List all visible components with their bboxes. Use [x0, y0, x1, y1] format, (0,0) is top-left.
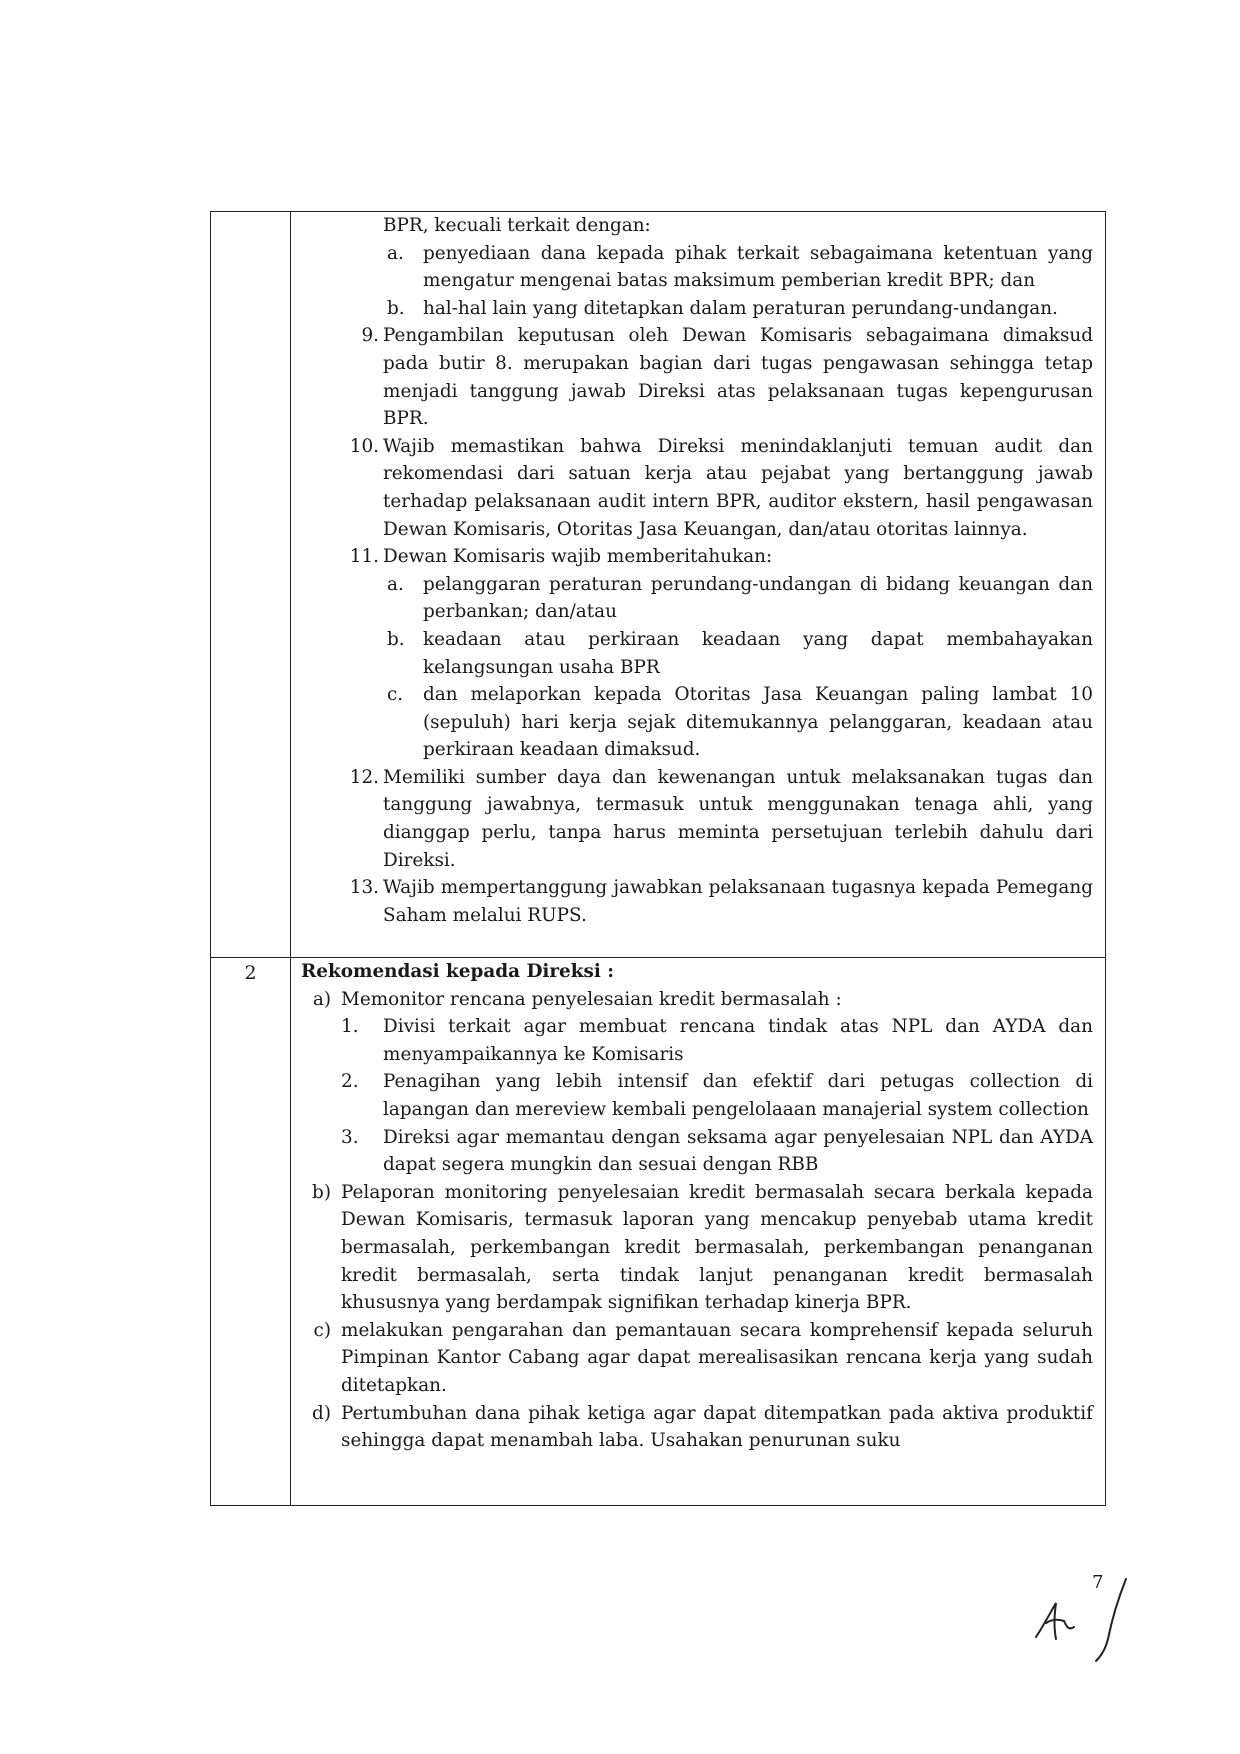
list-item — [301, 543, 1093, 571]
list-text: Wajib mempertanggung jawabkan pelaksanaan tugasnya kepada Pemegang Saham melalui RUPS. — [383, 877, 1093, 926]
list-item — [301, 322, 1093, 432]
list-text: keadaan atau perkiraan keadaan yang dapat membahayakan kelangsungan usaha BPR — [423, 628, 1093, 678]
list-marker: 3. — [341, 1126, 359, 1148]
list-text: Memiliki sumber daya dan kewenangan untuk melaksanakan tugas dan tanggung jawabnya, termasuk untuk menggunakan tenaga ahli, yang dianggap perlu, tanpa harus meminta persetujuan terlebih dahulu dari Direksi. — [383, 766, 1093, 871]
list-text: Direksi agar memantau dengan seksama agar penyelesaian NPL dan AYDA dapat segera mungkin dan sesuai dengan RBB — [383, 1126, 1093, 1176]
list-marker: a. — [387, 573, 404, 595]
list-text: dan melaporkan kepada Otoritas Jasa Keuangan paling lambat 10 (sepuluh) hari kerja sejak ditemukannya pelanggaran, keadaan atau perkiraan keadaan dimaksud. — [423, 684, 1093, 761]
list-item — [301, 240, 1093, 295]
list-text: Memonitor rencana penyelesaian kredit bermasalah : — [341, 988, 842, 1010]
intro-text: BPR, kecuali terkait dengan: — [383, 215, 651, 236]
document-table — [210, 211, 1106, 1506]
list-text: Dewan Komisaris wajib memberitahukan: — [383, 546, 773, 568]
list-text: Pertumbuhan dana pihak ketiga agar dapat ditempatkan pada aktiva produktif sehingga dapat menambah laba. Usahakan penurunan suku — [341, 1402, 1093, 1452]
list-item — [301, 571, 1093, 626]
list-text: hal-hal lain yang ditetapkan dalam peraturan perundang-undangan. — [423, 297, 1058, 319]
list-item — [301, 295, 1093, 323]
list-item — [301, 626, 1093, 681]
signature-initials — [1030, 1575, 1130, 1665]
list-item — [301, 986, 1093, 1014]
list-text: Wajib memastikan bahwa Direksi menindaklanjuti temuan audit dan rekomendasi dari satuan kerja atau pejabat yang bertanggung jawab terhadap pelaksanaan audit intern BPR, auditor ekstern, hasil pengawasan Dewan Komisaris, Otoritas Jasa Keuangan, dan/atau otoritas lainnya. — [383, 435, 1093, 540]
list-text: Divisi terkait agar membuat rencana tindak atas NPL dan AYDA dan menyampaikannya ke Komisaris — [383, 1016, 1093, 1065]
list-item — [301, 1124, 1093, 1179]
list-marker: b) — [312, 1181, 331, 1203]
list-marker: c. — [387, 684, 404, 706]
list-marker: b. — [387, 297, 405, 319]
list-marker: 13. — [349, 877, 379, 899]
list-marker: c) — [313, 1319, 331, 1341]
table-row — [211, 212, 1105, 957]
list-marker: 2. — [341, 1071, 359, 1093]
list-marker: 11. — [349, 546, 379, 568]
table-row — [211, 957, 1105, 1505]
list-marker: 12. — [349, 766, 379, 788]
list-item — [301, 1179, 1093, 1317]
list-item — [301, 1068, 1093, 1123]
list-item — [301, 764, 1093, 874]
list-marker: b. — [387, 628, 405, 650]
list-text: pelanggaran peraturan perundang-undangan di bidang keuangan dan perbankan; dan/atau — [423, 573, 1093, 623]
list-item — [301, 1317, 1093, 1400]
row-content-cell — [291, 212, 1105, 957]
list-marker: a) — [312, 988, 331, 1010]
list-item — [301, 433, 1093, 543]
page-number: 7 — [1092, 1572, 1104, 1593]
section-title: Rekomendasi kepada Direksi : — [301, 961, 615, 982]
row-number-cell — [211, 212, 291, 957]
list-item — [301, 1013, 1093, 1068]
list-marker: 1. — [341, 1016, 359, 1038]
list-marker: 10. — [349, 435, 379, 457]
row-content-cell — [291, 958, 1105, 1505]
list-text: melakukan pengarahan dan pemantauan secara komprehensif kepada seluruh Pimpinan Kantor Cabang agar dapat merealisasikan rencana kerja yang sudah ditetapkan. — [341, 1319, 1093, 1396]
list-marker: 9. — [361, 325, 379, 347]
list-text: penyediaan dana kepada pihak terkait sebagaimana ketentuan yang mengatur mengenai batas maksimum pemberian kredit BPR; dan — [423, 242, 1093, 292]
list-item — [301, 874, 1093, 929]
list-marker: d) — [312, 1402, 331, 1424]
list-marker: a. — [387, 242, 404, 264]
row-number-cell: 2 — [211, 958, 291, 1505]
list-item — [301, 681, 1093, 764]
list-text: Pelaporan monitoring penyelesaian kredit bermasalah secara berkala kepada Dewan Komisaris, termasuk laporan yang mencakup penyebab utama kredit bermasalah, perkembangan kredit bermasalah, perkembangan penanganan kredit bermasalah, serta tindak lanjut penanganan kredit bermasalah khususnya yang berdampak signifikan terhadap kinerja BPR. — [341, 1181, 1093, 1314]
list-text: Penagihan yang lebih intensif dan efektif dari petugas collection di lapangan dan mereview kembali pengelolaaan manajerial system collection — [383, 1071, 1093, 1120]
list-item — [301, 1400, 1093, 1455]
list-text: Pengambilan keputusan oleh Dewan Komisaris sebagaimana dimaksud pada butir 8. merupakan bagian dari tugas pengawasan sehingga tetap menjadi tanggung jawab Direksi atas pelaksanaan tugas kepengurusan BPR. — [383, 325, 1093, 430]
